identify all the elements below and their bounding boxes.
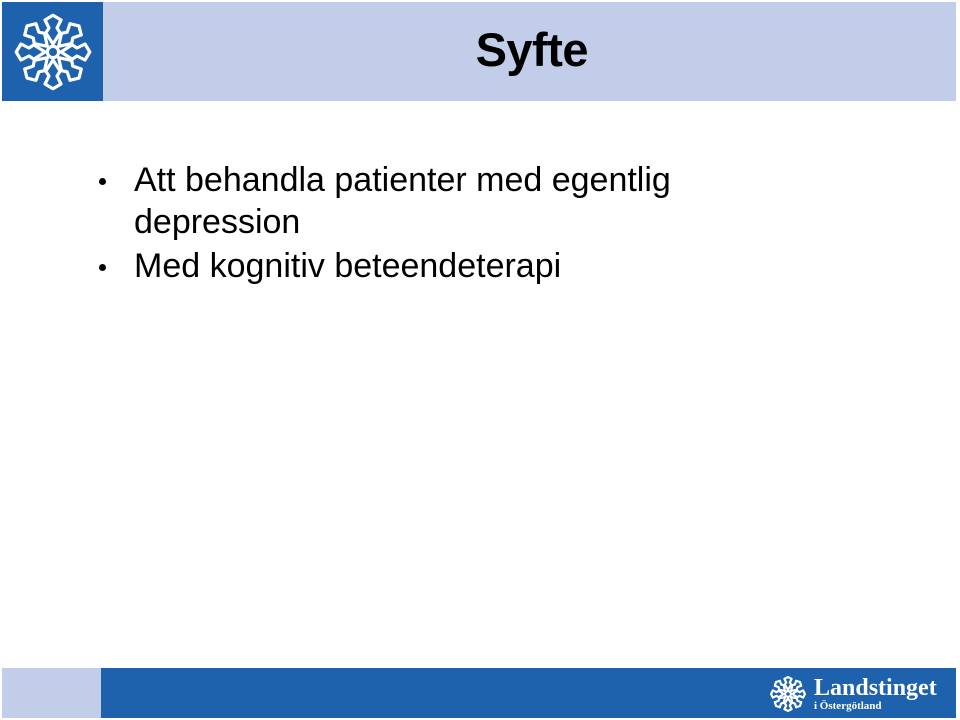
- bullet-list: [92, 159, 792, 289]
- star-flower-logo-icon: [13, 12, 93, 92]
- footer-org-text: [814, 676, 937, 712]
- footer-logo: [770, 672, 937, 716]
- bullet-item: Att behandla patienter med egentlig depression: [92, 159, 792, 243]
- slide-title: Syfte: [475, 23, 588, 76]
- footer-org-sub: i Östergötland: [814, 700, 882, 712]
- footer-org-name: Landstinget: [814, 675, 937, 701]
- header-logo: [2, 2, 103, 101]
- star-flower-logo-icon: [770, 676, 806, 712]
- bullet-item: Med kognitiv beteendeterapi: [92, 245, 792, 287]
- footer-left-block: [2, 668, 101, 718]
